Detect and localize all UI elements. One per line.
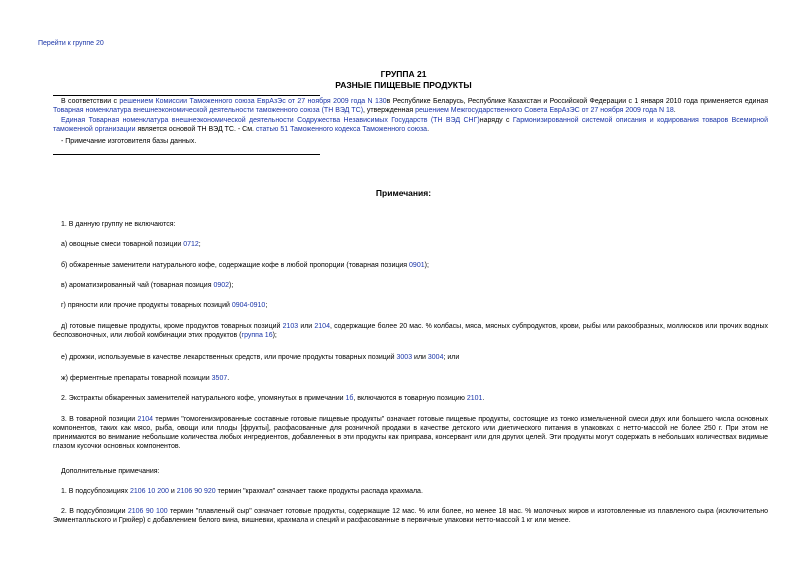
customs-code-article-link[interactable]: статью 51 Таможенного кодекса Таможенного союза — [255, 126, 428, 133]
prev-group-link[interactable]: Перейти к группе 20 — [38, 40, 104, 47]
code-0901-link[interactable]: 0901 — [409, 262, 425, 269]
note-3: 3. В товарной позиции 2104 термин "гомогенизированные составные готовые пищевые продукты" означает готовые пищевые продукты, состоящие из тонко измельченной смеси двух или большего числа основных компонентов, таких как мясо, рыба, овощи или плоды [фрукты], расфасованные для розничной продажи в качестве детского или диетического питания в упаковках с нетто-массой не более 250 г. При этом не принимаются во внимание небольшие количества любых ингредиентов, добавленных в эти продукты как приправа, консервант или для других целей. Эти продукты могут содержать в небольших количествах видимые глазом кусочки основных компонентов. — [53, 416, 768, 450]
code-2104-ref-link[interactable]: 2104 — [137, 416, 154, 423]
group-16-link[interactable]: группа 16 — [241, 332, 273, 339]
intro-paragraph-1: В соответствии с решением Комиссии Таможенного союза ЕврАзЭс от 27 ноября 2009 года N 130в Республике Беларусь, Республике Казахстан и Российской Федерации с 1 января 2010 года применяется единая Товарная номенклатура внешнеэкономической деятельности таможенного союза (ТН ВЭД ТС), утвержденная решением Межгосударственного Совета ЕврАзЭС от 27 ноября 2009 года N 18. — [53, 98, 769, 114]
note-1b-link[interactable]: 1б — [345, 395, 354, 402]
intro-paragraph-2: Единая Товарная номенклатура внешнеэкономической деятельности Содружества Независимых Государств (ТН ВЭД СНГ)наряду с Гармонизированной системой описания и кодирования товаров Всемирной таможенной организации является основой ТН ВЭД ТС. - См. статью 51 Таможенного кодекса Таможенного союза. — [53, 117, 768, 133]
tnved-sng-link[interactable]: Единая Товарная номенклатура внешнеэкономической деятельности Содружества Независимых Государств (ТН ВЭД СНГ) — [61, 117, 480, 124]
code-2106-90-100-link[interactable]: 2106 90 100 — [127, 508, 168, 515]
code-2101-link[interactable]: 2101 — [466, 395, 483, 402]
code-0904-0910-link[interactable]: 0904-0910 — [231, 302, 266, 309]
note-1-f: е) дрожжи, используемые в качестве лекарственных средств, или прочие продукты товарных позиций 3003 или 3004; или — [61, 354, 460, 361]
group-title-heading: РАЗНЫЕ ПИЩЕВЫЕ ПРОДУКТЫ — [335, 80, 472, 90]
code-3507-link[interactable]: 3507 — [211, 375, 228, 382]
tnved-ts-link[interactable]: Товарная номенклатура внешнеэкономической деятельности таможенного союза (ТН ВЭД ТС) — [53, 107, 364, 114]
intro-top-rule — [53, 95, 320, 96]
customs-commission-decision-link[interactable]: решением Комиссии Таможенного союза ЕврАзЭс от 27 ноября 2009 года N 130 — [119, 98, 387, 105]
note-1-d: г) пряности или прочие продукты товарных позиций 0904-0910; — [61, 302, 268, 309]
code-2104-link[interactable]: 2104 — [314, 323, 330, 330]
note-1-e: д) готовые пищевые продукты, кроме продуктов товарных позиций 2103 или 2104, содержащие более 20 мас. % колбасы, мяса, мясных субпродуктов, крови, рыбы или ракообразных, моллюсков или прочих водных беспозвоночных, или любой комбинации этих продуктов (группа 16); — [53, 323, 768, 339]
additional-notes-heading: Дополнительные примечания: — [61, 468, 160, 475]
code-3003-link[interactable]: 3003 — [396, 354, 413, 361]
interstate-council-decision-link[interactable]: решением Межгосударственного Совета ЕврАзЭС от 27 ноября 2009 года N 18 — [415, 107, 674, 114]
code-3004-link[interactable]: 3004 — [427, 354, 444, 361]
group-number-heading: ГРУППА 21 — [380, 69, 427, 79]
intro-bottom-rule — [53, 154, 320, 155]
note-1-b: б) обжаренные заменители натурального кофе, содержащие кофе в любой пропорции (товарная позиция 0901); — [61, 262, 429, 269]
code-2103-link[interactable]: 2103 — [282, 323, 299, 330]
code-0902-link[interactable]: 0902 — [213, 282, 230, 289]
additional-note-2: 2. В подсубпозиции 2106 90 100 термин "плавленый сыр" означает готовые продукты, содержащие 12 мас. % или более, но менее 18 мас. % молочных жиров и изготовленные из плавленого сыра (исключительно Эмменталльского и Грюйер) с добавлением белого вина, вишневки, крахмала и специй и расфасованные в первичные упаковки нетто-массой 1 кг или менее. — [53, 508, 768, 524]
note-2: 2. Экстракты обжаренных заменителей натурального кофе, упомянутых в примечании 1б, включаются в товарную позицию 2101. — [61, 395, 485, 402]
notes-heading: Примечания: — [375, 188, 432, 198]
additional-note-1: 1. В подсубпозициях 2106 10 200 и 2106 90 920 термин "крахмал" означает также продукты распада крахмала. — [61, 488, 423, 495]
db-maker-note: - Примечание изготовителя базы данных. — [61, 138, 197, 145]
note-1-g: ж) ферментные препараты товарной позиции 3507. — [61, 375, 230, 382]
code-2106-90-920-link[interactable]: 2106 90 920 — [176, 488, 216, 495]
code-2106-10-200-link[interactable]: 2106 10 200 — [129, 488, 169, 495]
note-1: 1. В данную группу не включаются: — [61, 221, 176, 228]
note-1-c: в) ароматизированный чай (товарная позиция 0902); — [61, 282, 234, 289]
code-0712-link[interactable]: 0712 — [183, 241, 199, 248]
note-1-a: а) овощные смеси товарной позиции 0712; — [61, 241, 201, 248]
harmonized-system-link[interactable]: Гармонизированной системой описания и кодирования товаров Всемирной таможенной организации — [53, 117, 768, 133]
